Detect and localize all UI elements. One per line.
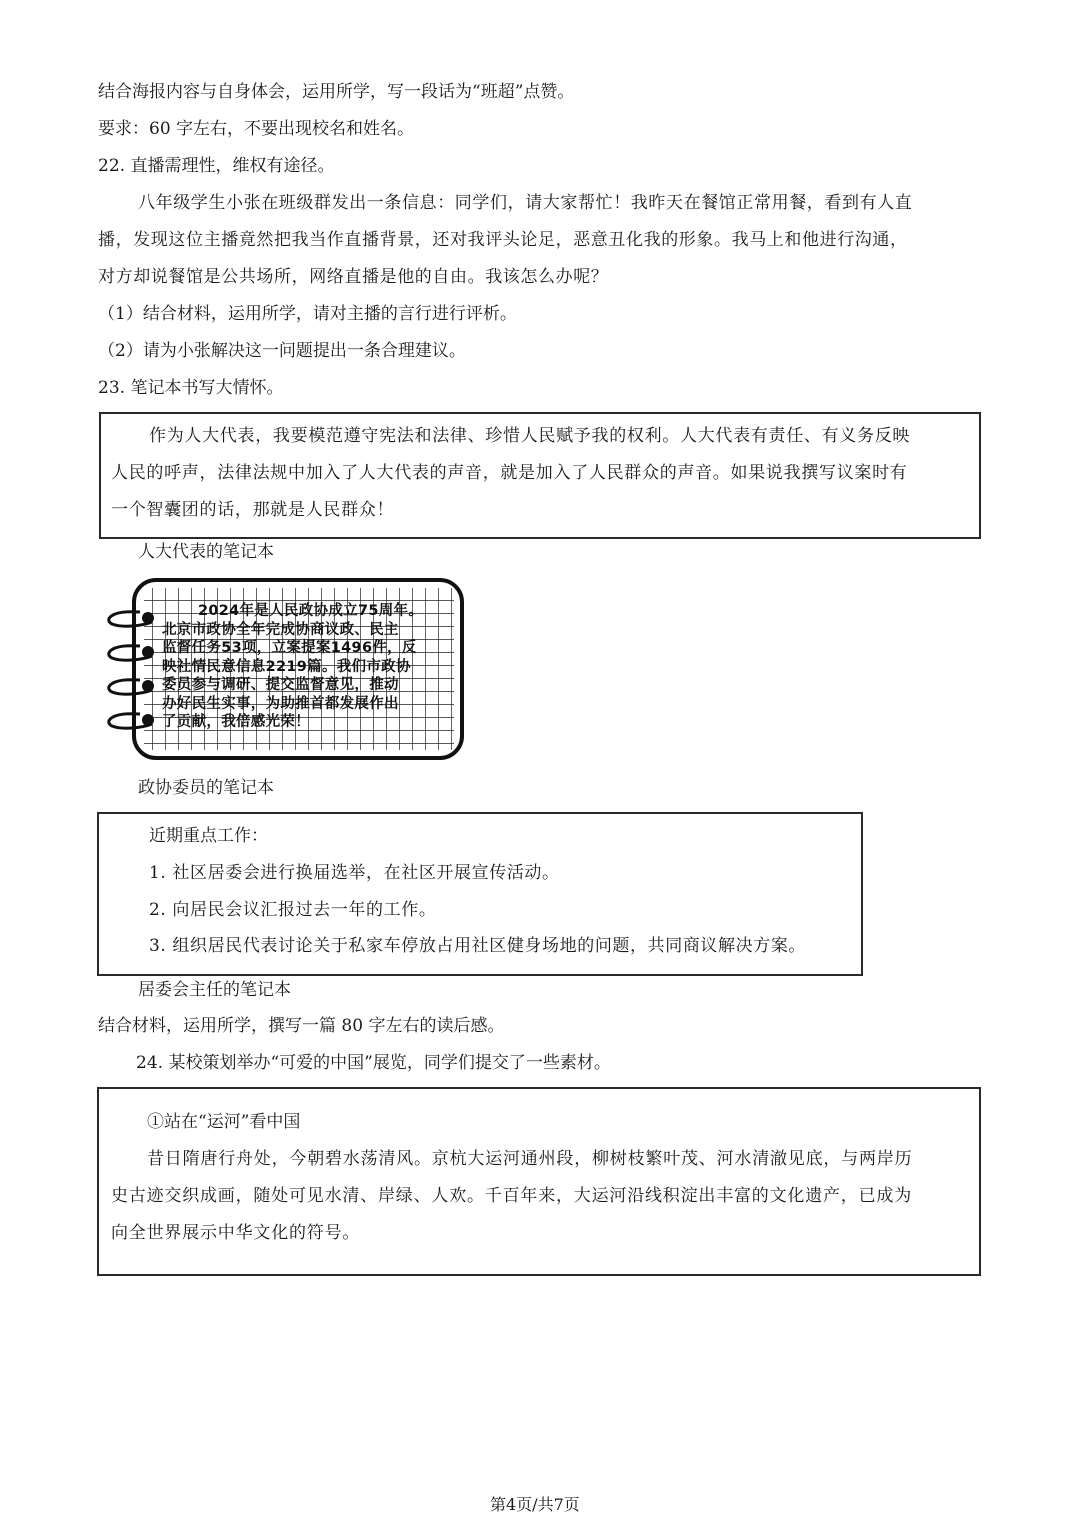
q23-title: 23. 笔记本书写大情怀。 bbox=[98, 378, 284, 398]
cppcc-note-line: 2024年是人民政协成立75周年。 bbox=[198, 603, 424, 619]
npc-note-line: 人民的呼声，法律法规中加入了人大代表的声音，就是加入了人民群众的声音。如果说我撰写议案时有 bbox=[111, 463, 908, 483]
npc-notebook-box bbox=[99, 412, 981, 539]
q24-material-subtitle: ①站在“运河”看中国 bbox=[147, 1112, 301, 1132]
rc-notebook-caption: 居委会主任的笔记本 bbox=[138, 980, 291, 1000]
rc-item: 1. 社区居委会进行换届选举，在社区开展宣传活动。 bbox=[149, 863, 560, 883]
cppcc-note-line: 映社情民意信息2219篇。我们市政协 bbox=[162, 658, 411, 675]
q22-title: 22. 直播需理性，维权有途径。 bbox=[98, 156, 335, 176]
q24-material-line: 史古迹交织成画，随处可见水清、岸绿、人欢。千百年来，大运河沿线积淀出丰富的文化遗产，已成为 bbox=[111, 1186, 912, 1206]
cppcc-handwritten-note bbox=[162, 602, 423, 732]
resident-committee-notebook-box bbox=[97, 812, 863, 976]
cppcc-note-line: 监督任务53项，立案提案1496件，反 bbox=[162, 640, 417, 656]
q22-material-line: 八年级学生小张在班级群发出一条信息：同学们，请大家帮忙！我昨天在餐馆正常用餐，看到有人直 bbox=[138, 193, 913, 213]
rc-item: 3. 组织居民代表讨论关于私家车停放占用社区健身场地的问题，共同商议解决方案。 bbox=[149, 936, 807, 956]
npc-note-line: 一个智囊团的话，那就是人民群众！ bbox=[111, 500, 395, 520]
rc-item: 2. 向居民会议汇报过去一年的工作。 bbox=[149, 900, 437, 920]
q21-prompt-line: 结合海报内容与自身体会，运用所学，写一段话为“班超”点赞。 bbox=[98, 82, 575, 102]
page-number: 第4页/共7页 bbox=[490, 1495, 580, 1514]
q22-material-line: 对方却说餐馆是公共场所，网络直播是他的自由。我该怎么办呢？ bbox=[98, 267, 609, 287]
cppcc-notebook-caption: 政协委员的笔记本 bbox=[138, 778, 274, 798]
q21-requirement: 要求：60 字左右，不要出现校名和姓名。 bbox=[98, 119, 415, 139]
npc-note-line: 作为人大代表，我要模范遵守宪法和法律、珍惜人民赋予我的权利。人大代表有责任、有义务反映 bbox=[149, 426, 911, 446]
q24-material-box bbox=[97, 1087, 981, 1276]
q24-material-line: 昔日隋唐行舟处，今朝碧水荡清风。京杭大运河通州段，柳树枝繁叶茂、河水清澈见底，与两岸历 bbox=[147, 1149, 913, 1169]
q22-subquestion-2: （2）请为小张解决这一问题提出一条合理建议。 bbox=[98, 341, 466, 361]
cppcc-note-line: 北京市政协全年完成协商议政、民主 bbox=[162, 621, 399, 638]
q22-subquestion-1: （1）结合材料，运用所学，请对主播的言行进行评析。 bbox=[98, 304, 517, 324]
cppcc-notebook-illustration bbox=[100, 574, 470, 764]
cppcc-note-line: 委员参与调研、提交监督意见，推动 bbox=[162, 677, 399, 693]
cppcc-note-line: 办好民生实事，为助推首都发展作出 bbox=[162, 695, 399, 712]
q24-title: 24. 某校策划举办“可爱的中国”展览，同学们提交了一些素材。 bbox=[136, 1053, 611, 1073]
q23-task: 结合材料，运用所学，撰写一篇 80 字左右的读后感。 bbox=[98, 1016, 505, 1036]
q22-material-line: 播，发现这位主播竟然把我当作直播背景，还对我评头论足，恶意丑化我的形象。我马上和他进行沟通， bbox=[98, 230, 908, 250]
q24-material-line: 向全世界展示中华文化的符号。 bbox=[111, 1223, 361, 1243]
cppcc-note-line: 了贡献，我倍感光荣！ bbox=[162, 714, 310, 730]
rc-heading: 近期重点工作： bbox=[149, 826, 268, 846]
npc-notebook-caption: 人大代表的笔记本 bbox=[138, 542, 274, 562]
